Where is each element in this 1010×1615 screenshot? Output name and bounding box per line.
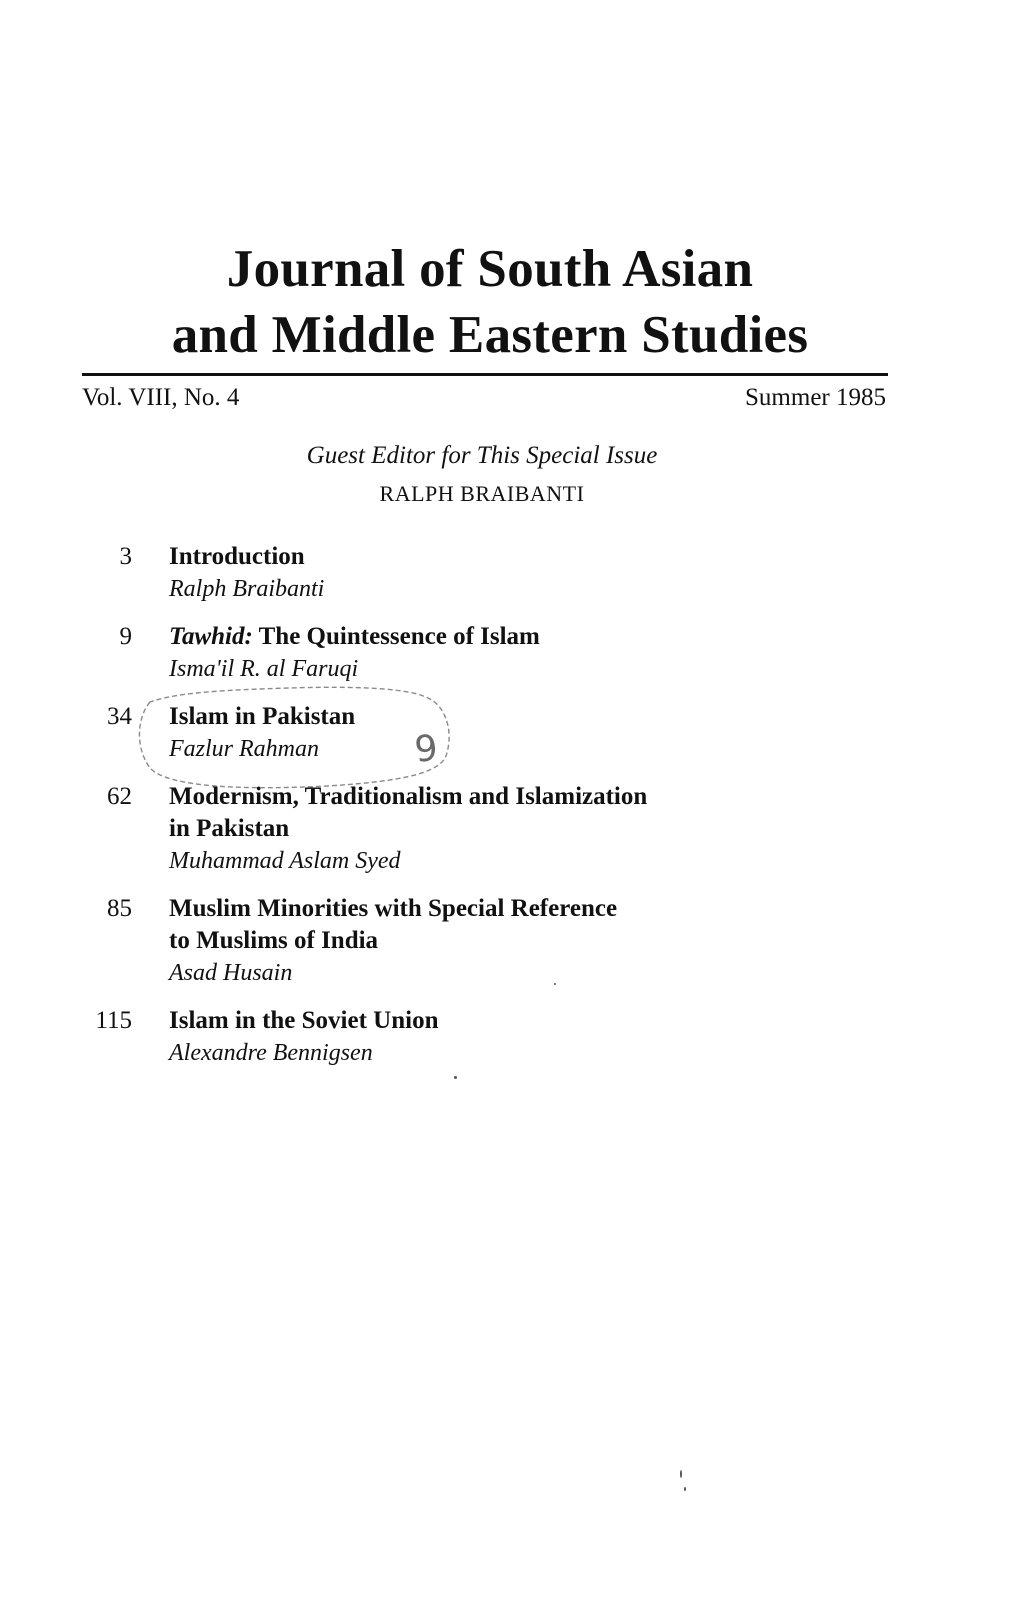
toc-page-number: 62	[107, 783, 132, 810]
toc-entry	[0, 621, 1010, 685]
scan-speck	[554, 983, 556, 985]
scan-speck	[684, 1487, 686, 1491]
toc-article-title	[169, 1005, 829, 1037]
toc-page-number: 9	[119, 623, 132, 650]
toc-author: Alexandre Bennigsen	[169, 1040, 373, 1066]
toc-entry	[0, 541, 1010, 605]
title-rule	[82, 373, 888, 376]
toc-article-title	[169, 541, 829, 573]
toc-article-title-line-2: in Pakistan	[169, 815, 290, 842]
toc-article-title	[169, 701, 829, 733]
volume-issue: Vol. VIII, No. 4	[82, 384, 240, 411]
toc-page-number: 115	[95, 1007, 132, 1034]
scan-speck	[454, 1076, 457, 1079]
toc-author: Fazlur Rahman	[169, 736, 319, 762]
toc-page-number: 85	[107, 895, 132, 922]
handwritten-mark: 9	[412, 727, 440, 771]
toc-author: Isma'il R. al Faruqi	[169, 656, 359, 682]
toc-article-title	[169, 781, 829, 813]
journal-title-line-2: and Middle Eastern Studies	[171, 306, 809, 364]
toc-author: Muhammad Aslam Syed	[169, 848, 401, 874]
toc-entry	[0, 893, 1010, 989]
toc-article-title	[169, 893, 829, 925]
toc-title-text: Islam in Pakistan	[169, 703, 356, 730]
toc-page-number: 34	[107, 703, 132, 730]
toc-article-title	[169, 621, 829, 653]
issue-season: Summer 1985	[745, 384, 886, 411]
toc-author: Ralph Braibanti	[169, 576, 325, 602]
journal-title	[84, 236, 896, 368]
guest-editor-label: Guest Editor for This Special Issue	[306, 442, 658, 469]
guest-editor-name: RALPH BRAIBANTI	[379, 481, 585, 506]
toc-entry	[0, 701, 1010, 765]
toc-title-text: Introduction	[169, 543, 305, 570]
toc-page-number: 3	[119, 543, 132, 570]
toc-title-text: Muslim Minorities with Special Reference	[169, 895, 618, 922]
toc-article-title-line-2: to Muslims of India	[169, 927, 379, 954]
toc-author: Asad Husain	[169, 960, 293, 986]
toc-title-text: Modernism, Traditionalism and Islamization	[169, 783, 648, 810]
toc-title-text: Islam in the Soviet Union	[169, 1007, 439, 1034]
toc-entry	[0, 1005, 1010, 1069]
toc-title-italic: Tawhid:	[169, 623, 253, 650]
toc-entry	[0, 781, 1010, 877]
scan-speck	[680, 1470, 682, 1478]
journal-title-line-1: Journal of South Asian	[226, 240, 754, 298]
toc-title-text: The Quintessence of Islam	[252, 623, 540, 650]
table-of-contents	[0, 541, 1010, 1085]
